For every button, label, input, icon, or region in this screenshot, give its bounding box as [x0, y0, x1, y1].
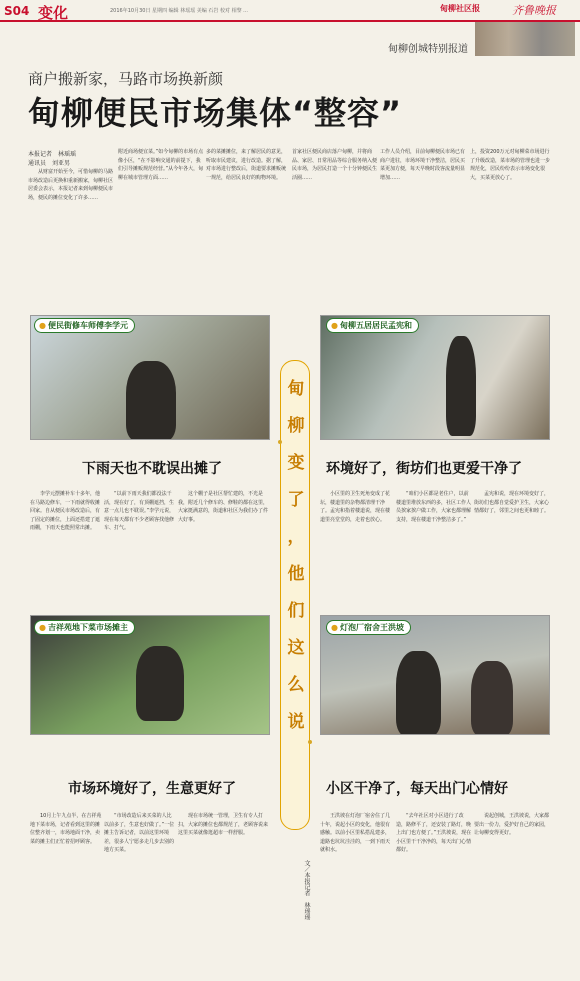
person-figure	[446, 336, 476, 436]
story-column: 小区里的卫生死角变成了花坛，楼道里的杂物都清理干净了。孟宪和指着楼道说，现在楼道里亮堂堂的，走着也放心。	[320, 491, 391, 523]
story-column: 这个棚子是社区帮忙建的，不光是我，附近几个修车的、修鞋的都在这里，大家挺满意的，街道和社区为我们办了件大好事。	[178, 491, 269, 523]
story-photo	[320, 315, 550, 440]
paper-logo: 齐鲁晚报	[512, 4, 556, 17]
vertical-title-char: 么	[287, 675, 305, 695]
story-title: 环境好了，街坊们也更爱干净了	[326, 461, 522, 477]
story-column: “市场改造后来买菜的人比以前多了，生意也好做了。”一位摊主告诉记者，以前这里环境差，很多人宁愿多走几步去别的地方买菜。	[104, 813, 175, 853]
story-column: 孟宪和说，现在环境变好了，街坊们也都自觉爱护卫生，大家心情都好了，邻里之间也更和睦了。	[474, 491, 550, 514]
vertical-title-char: 说	[287, 712, 305, 732]
vertical-title-char: 柳	[287, 416, 305, 436]
center-byline: 文／本报记者 林瑶瑶	[303, 860, 310, 920]
header-photo	[475, 22, 575, 56]
vertical-title	[281, 371, 311, 741]
story-column: 说起创城，王洪坡说，大家都要出一份力，爱护好自己的家园，让甸柳变得更好。	[474, 813, 550, 836]
story-tag: ● 灯泡厂宿舍王洪坡	[326, 620, 411, 635]
story-column: “以前下雨天我们都没法干活，现在好了，有顶棚遮挡，生意一点儿也不耽误。”李学元说，现在每天都有不少老顾客找他修车、打气。	[104, 491, 175, 531]
page-header	[0, 0, 580, 22]
story-title: 小区干净了，每天出门心情好	[326, 781, 508, 797]
page-number: S04	[4, 4, 30, 18]
article-column: 从财富开始至今，可惜甸柳的马路市场改造后更换和重新搬家，甸柳社区居委会表示，本报记者来到甸柳便民市场，便民的摊位变化了许多……	[28, 169, 114, 201]
vertical-title-char: 他	[287, 564, 305, 584]
story-column: 王洪坡在灯泡厂宿舍住了几十年，说起小区的变化，他很有感触。以前小区里私搭乱建多，道路也坑坑洼洼的，一到下雨天就积水。	[320, 813, 391, 853]
story-column: 10月上午九点半，在吉祥苑地下菜市场，记者看到这里的摊位整齐划一，市场地面干净，卖菜的摊主们正忙着招呼顾客。	[30, 813, 102, 845]
banner-label: 甸柳社区报	[440, 4, 480, 13]
story-column: “咱们小区都是老住户，以前楼道里堆放东西的多，社区工作人员挨家挨户做工作，大家也都理解支持，现在楼道干净整洁多了。”	[396, 491, 472, 523]
vertical-title-char: ，	[287, 527, 305, 547]
decor-dot	[278, 440, 282, 444]
story-title: 下雨天也不耽误出摊了	[82, 461, 222, 477]
person-figure	[136, 646, 184, 721]
story-tag: ● 甸柳五居居民孟宪和	[326, 318, 419, 333]
article-kicker: 商户搬新家，马路市场换新颜	[28, 70, 224, 88]
story-tag: ● 便民街修车师傅李学元	[34, 318, 135, 333]
person-figure	[126, 361, 176, 440]
vertical-title-char: 变	[287, 453, 305, 473]
header-meta: 2016年10月30日 星期四 编辑 林瑶瑶 美编 石岩 校对 相黎 ...	[110, 8, 248, 14]
vertical-title-char: 这	[287, 638, 305, 658]
article-byline: 本报记者 林瑶瑶 通讯员 刘亚男	[28, 151, 77, 167]
center-vertical-banner	[280, 360, 310, 830]
vertical-title-char: 了	[287, 490, 305, 510]
vertical-title-char: 们	[287, 601, 305, 621]
article-column: 附近商场便宜菜。”如今甸柳的市场有点像小区，“在不影响交通的前提下，我们引导摊贩规范经营。”从今年各大，甸柳在城市管理方面……	[118, 149, 204, 181]
story-title: 市场环境好了，生意更好了	[68, 781, 236, 797]
story-column: 李学元摆摊补车十多年，他在马路边修车，一下雨就得收摊回家。自从便民市场改造后，有了固定的摊位，上面还搭建了遮雨棚，下雨天也能照常出摊。	[30, 491, 101, 531]
vertical-title-char: 甸	[287, 379, 305, 399]
story-tag: ● 吉祥苑地下菜市场摊主	[34, 620, 135, 635]
section-title: 变化	[38, 4, 69, 22]
article-headline: 甸柳便民市场集体“整容”	[28, 94, 403, 132]
story-column: 现在市场统一管理，卫生有专人打扫，大家的摊位也都规范了，老顾客说来这里买菜就像逛超市一样舒服。	[178, 813, 269, 836]
article-column: 多的菜摊摊位，来了解居民的意见，听取市民建议，进行改造。据了解，对市场进行整改后，街道要求摊贩统一规范，给居民良好的购物环境。	[206, 149, 287, 181]
report-label: 甸柳创城特别报道	[388, 44, 468, 55]
article-column: 首家社区便民商店落户甸柳，并将商品、家居、日常用品等综合服务纳入便民市场，为居民打造一个十分钟便民生活圈……	[292, 149, 378, 181]
person-figure	[471, 661, 513, 735]
decor-dot	[308, 740, 312, 744]
article-column: 上，投资200万元对甸柳菜市场进行了升级改造，菜市场的管理也进一步规范化，居民纷纷表示市场变化很大，买菜更放心了。	[470, 149, 551, 181]
article-column: 工作人员介绍，目前甸柳便民市场已有商户进驻，市场环境干净整洁，居民买菜更加方便，每天早晚时段客流量明显增加……	[380, 149, 466, 181]
person-figure	[396, 651, 441, 735]
story-column: “去年社区对小区进行了改造，路修平了，还安装了路灯，晚上出门也方便了。”王洪坡说，现在小区里干干净净的，每天出门心情都好。	[396, 813, 472, 853]
story-photo	[30, 315, 270, 440]
